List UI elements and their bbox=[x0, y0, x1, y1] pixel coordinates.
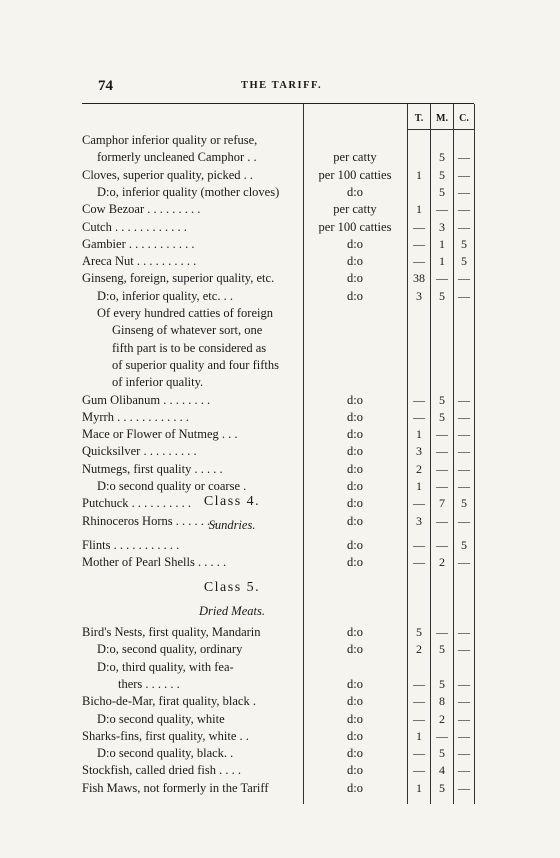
duty-m: 2 bbox=[439, 711, 445, 726]
item-description: Cow Bezoar . . . . . . . . . bbox=[82, 202, 201, 217]
duty-c: — bbox=[458, 625, 470, 639]
item-description: D:o, inferior quality (mother cloves) bbox=[97, 184, 280, 199]
header-t: T. bbox=[414, 113, 424, 124]
duty-t: 1 bbox=[416, 728, 422, 743]
duty-t: 1 bbox=[416, 479, 422, 493]
tariff-row bbox=[0, 288, 560, 305]
tariff-row bbox=[0, 624, 560, 641]
item-description: Ginseng, foreign, superior quality, etc. bbox=[82, 271, 275, 286]
duty-c: — bbox=[458, 763, 470, 778]
duty-t: 1 bbox=[416, 167, 422, 182]
tariff-row bbox=[0, 461, 560, 478]
duty-m: 1 bbox=[439, 254, 445, 269]
item-unit: d:o bbox=[347, 555, 363, 570]
duty-c: — bbox=[458, 711, 470, 726]
tariff-row bbox=[0, 409, 560, 426]
duty-c: — bbox=[458, 461, 470, 476]
item-description: Cloves, superior quality, picked . . bbox=[82, 167, 254, 182]
duty-m: — bbox=[436, 625, 448, 639]
item-description: of inferior quality. bbox=[112, 375, 204, 390]
duty-c: — bbox=[458, 150, 470, 165]
tariff-row bbox=[0, 745, 560, 762]
item-unit: d:o bbox=[347, 538, 363, 552]
tariff-row bbox=[0, 305, 560, 322]
tariff-row bbox=[0, 392, 560, 409]
item-description: D:o second quality, black. . bbox=[97, 746, 234, 761]
item-unit: d:o bbox=[347, 694, 363, 709]
duty-c: 5 bbox=[461, 496, 467, 511]
duty-c: — bbox=[458, 479, 470, 493]
item-description: Putchuck . . . . . . . . . . bbox=[82, 496, 192, 511]
item-unit: d:o bbox=[347, 288, 363, 303]
item-unit: d:o bbox=[347, 642, 363, 657]
item-unit: d:o bbox=[347, 780, 363, 795]
duty-m: 5 bbox=[439, 150, 445, 165]
tariff-row bbox=[0, 149, 560, 166]
duty-t: 3 bbox=[416, 513, 422, 528]
duty-c: — bbox=[458, 167, 470, 182]
tariff-row bbox=[0, 554, 560, 571]
duty-c: 5 bbox=[461, 236, 467, 251]
tariff-row bbox=[0, 374, 560, 391]
tariff-row bbox=[0, 270, 560, 287]
page-number: 74 bbox=[98, 78, 113, 94]
duty-m: 5 bbox=[439, 167, 445, 182]
duty-c: — bbox=[458, 288, 470, 303]
duty-t: — bbox=[413, 711, 425, 726]
item-description: Quicksilver . . . . . . . . . bbox=[82, 444, 197, 459]
tariff-row bbox=[0, 201, 560, 218]
duty-m: 5 bbox=[439, 676, 445, 691]
duty-c: — bbox=[458, 409, 470, 424]
duty-c: — bbox=[458, 427, 470, 442]
item-unit: d:o bbox=[347, 763, 363, 778]
item-description: D:o, second quality, ordinary bbox=[97, 642, 243, 657]
duty-m: 5 bbox=[439, 184, 445, 199]
item-unit: d:o bbox=[347, 461, 363, 476]
item-unit: per catty bbox=[333, 150, 377, 165]
item-description: Stockfish, called dried fish . . . . bbox=[82, 763, 241, 778]
item-unit: d:o bbox=[347, 728, 363, 743]
tariff-row bbox=[0, 659, 560, 676]
item-description: D:o, third quality, with fea- bbox=[97, 659, 234, 674]
duty-c: — bbox=[458, 271, 470, 286]
header-c: C. bbox=[459, 113, 469, 124]
duty-m: — bbox=[436, 427, 448, 442]
duty-t: — bbox=[413, 496, 425, 511]
duty-c: — bbox=[458, 780, 470, 795]
duty-t: — bbox=[413, 694, 425, 709]
duty-m: — bbox=[436, 728, 448, 743]
tariff-row bbox=[0, 219, 560, 236]
duty-c: — bbox=[458, 555, 470, 570]
duty-m: — bbox=[436, 479, 448, 493]
class-5-heading: Class 5. bbox=[203, 580, 261, 595]
duty-m: 5 bbox=[439, 642, 445, 657]
duty-m: 7 bbox=[439, 496, 445, 511]
tariff-row bbox=[0, 322, 560, 339]
duty-c: — bbox=[458, 694, 470, 709]
item-unit: d:o bbox=[347, 676, 363, 691]
item-description: Mace or Flower of Nutmeg . . . bbox=[82, 427, 238, 442]
tariff-row bbox=[0, 478, 560, 495]
tariff-row bbox=[0, 537, 560, 554]
header-rule bbox=[407, 129, 475, 130]
tariff-row bbox=[0, 426, 560, 443]
tariff-row bbox=[0, 357, 560, 374]
top-rule bbox=[82, 103, 474, 104]
class-4-heading: Class 4. bbox=[203, 494, 261, 509]
tariff-row bbox=[0, 340, 560, 357]
item-unit: d:o bbox=[347, 479, 363, 493]
duty-m: 5 bbox=[439, 409, 445, 424]
tariff-row bbox=[0, 762, 560, 779]
item-description: D:o second quality, white bbox=[97, 711, 225, 726]
duty-m: 1 bbox=[439, 236, 445, 251]
tariff-row bbox=[0, 184, 560, 201]
duty-m: 2 bbox=[439, 555, 445, 570]
duty-m: — bbox=[436, 538, 448, 552]
duty-m: — bbox=[436, 444, 448, 459]
item-unit: d:o bbox=[347, 184, 363, 199]
tariff-row bbox=[0, 641, 560, 658]
duty-c: — bbox=[458, 676, 470, 691]
item-unit: d:o bbox=[347, 392, 363, 407]
item-unit: d:o bbox=[347, 746, 363, 761]
tariff-row bbox=[0, 780, 560, 797]
item-description: Gum Olibanum . . . . . . . . bbox=[82, 392, 211, 407]
duty-c: — bbox=[458, 219, 470, 234]
tariff-row bbox=[0, 693, 560, 710]
item-description: Fish Maws, not formerly in the Tariff bbox=[82, 780, 269, 795]
duty-m: — bbox=[436, 202, 448, 217]
tariff-row bbox=[0, 167, 560, 184]
tariff-row bbox=[0, 253, 560, 270]
item-unit: per 100 catties bbox=[318, 167, 392, 182]
class-5-subheading: Dried Meats. bbox=[199, 604, 265, 618]
duty-c: — bbox=[458, 184, 470, 199]
duty-t: 2 bbox=[416, 642, 422, 657]
duty-m: 3 bbox=[439, 219, 445, 234]
duty-t: — bbox=[413, 676, 425, 691]
item-description: formerly uncleaned Camphor . . bbox=[97, 150, 257, 165]
duty-c: — bbox=[458, 202, 470, 217]
item-unit: d:o bbox=[347, 625, 363, 639]
item-unit: d:o bbox=[347, 711, 363, 726]
duty-c: — bbox=[458, 444, 470, 459]
duty-c: 5 bbox=[461, 254, 467, 269]
duty-t: — bbox=[413, 254, 425, 269]
duty-t: 3 bbox=[416, 444, 422, 459]
duty-t: — bbox=[413, 392, 425, 407]
item-unit: d:o bbox=[347, 513, 363, 528]
item-description: Ginseng of whatever sort, one bbox=[112, 323, 263, 338]
duty-t: — bbox=[413, 538, 425, 552]
duty-m: 4 bbox=[439, 763, 445, 778]
item-description: Mother of Pearl Shells . . . . . bbox=[82, 555, 227, 570]
duty-m: — bbox=[436, 271, 448, 286]
duty-m: 5 bbox=[439, 392, 445, 407]
duty-t: 1 bbox=[416, 202, 422, 217]
item-description: of superior quality and four fifths bbox=[112, 357, 279, 372]
duty-t: — bbox=[413, 236, 425, 251]
tariff-row bbox=[0, 132, 560, 149]
duty-c: — bbox=[458, 513, 470, 528]
duty-m: — bbox=[436, 461, 448, 476]
item-description: thers . . . . . . bbox=[118, 676, 180, 691]
item-unit: d:o bbox=[347, 409, 363, 424]
duty-m: 5 bbox=[439, 780, 445, 795]
item-description: D:o second quality or coarse . bbox=[97, 479, 247, 493]
duty-t: — bbox=[413, 409, 425, 424]
tariff-row bbox=[0, 676, 560, 693]
duty-c: 5 bbox=[461, 538, 467, 552]
tariff-row bbox=[0, 236, 560, 253]
duty-t: 5 bbox=[416, 625, 422, 639]
duty-c: — bbox=[458, 642, 470, 657]
item-description: Camphor inferior quality or refuse, bbox=[82, 133, 258, 147]
item-description: Bicho-de-Mar, firat quality, black . bbox=[82, 694, 256, 709]
item-description: Nutmegs, first quality . . . . . bbox=[82, 461, 223, 476]
duty-t: — bbox=[413, 555, 425, 570]
item-description: Sharks-fins, first quality, white . . bbox=[82, 728, 249, 743]
duty-t: — bbox=[413, 746, 425, 761]
item-unit: per catty bbox=[333, 202, 377, 217]
duty-m: 5 bbox=[439, 746, 445, 761]
class-4-subheading: Sundries. bbox=[208, 518, 256, 532]
tariff-row bbox=[0, 443, 560, 460]
duty-m: 5 bbox=[439, 288, 445, 303]
item-unit: per 100 catties bbox=[318, 219, 392, 234]
item-description: Of every hundred catties of foreign bbox=[97, 306, 273, 320]
header-m: M. bbox=[436, 113, 448, 124]
duty-m: — bbox=[436, 513, 448, 528]
duty-c: — bbox=[458, 728, 470, 743]
duty-c: — bbox=[458, 746, 470, 761]
duty-t: 3 bbox=[416, 288, 422, 303]
item-description: Gambier . . . . . . . . . . . bbox=[82, 236, 195, 251]
duty-c: — bbox=[458, 392, 470, 407]
item-unit: d:o bbox=[347, 254, 363, 269]
running-head: THE TARIFF. bbox=[241, 80, 323, 91]
tariff-row bbox=[0, 711, 560, 728]
duty-m: 8 bbox=[439, 694, 445, 709]
item-unit: d:o bbox=[347, 271, 363, 286]
item-description: Flints . . . . . . . . . . . bbox=[82, 538, 180, 552]
item-description: D:o, inferior quality, etc. . . bbox=[97, 288, 233, 303]
duty-t: 1 bbox=[416, 780, 422, 795]
item-description: Areca Nut . . . . . . . . . . bbox=[82, 254, 197, 269]
item-unit: d:o bbox=[347, 444, 363, 459]
item-description: fifth part is to be considered as bbox=[112, 340, 267, 355]
duty-t: 2 bbox=[416, 461, 422, 476]
duty-t: 38 bbox=[413, 271, 425, 286]
item-description: Myrrh . . . . . . . . . . . . bbox=[82, 409, 189, 424]
item-unit: d:o bbox=[347, 236, 363, 251]
tariff-row bbox=[0, 728, 560, 745]
item-unit: d:o bbox=[347, 496, 363, 511]
item-unit: d:o bbox=[347, 427, 363, 442]
duty-t: 1 bbox=[416, 427, 422, 442]
item-description: Bird's Nests, first quality, Mandarin bbox=[82, 625, 261, 639]
item-description: Cutch . . . . . . . . . . . . bbox=[82, 219, 187, 234]
duty-t: — bbox=[413, 219, 425, 234]
duty-t: — bbox=[413, 763, 425, 778]
item-description: Rhinoceros Horns . . . . . . . bbox=[82, 513, 217, 528]
